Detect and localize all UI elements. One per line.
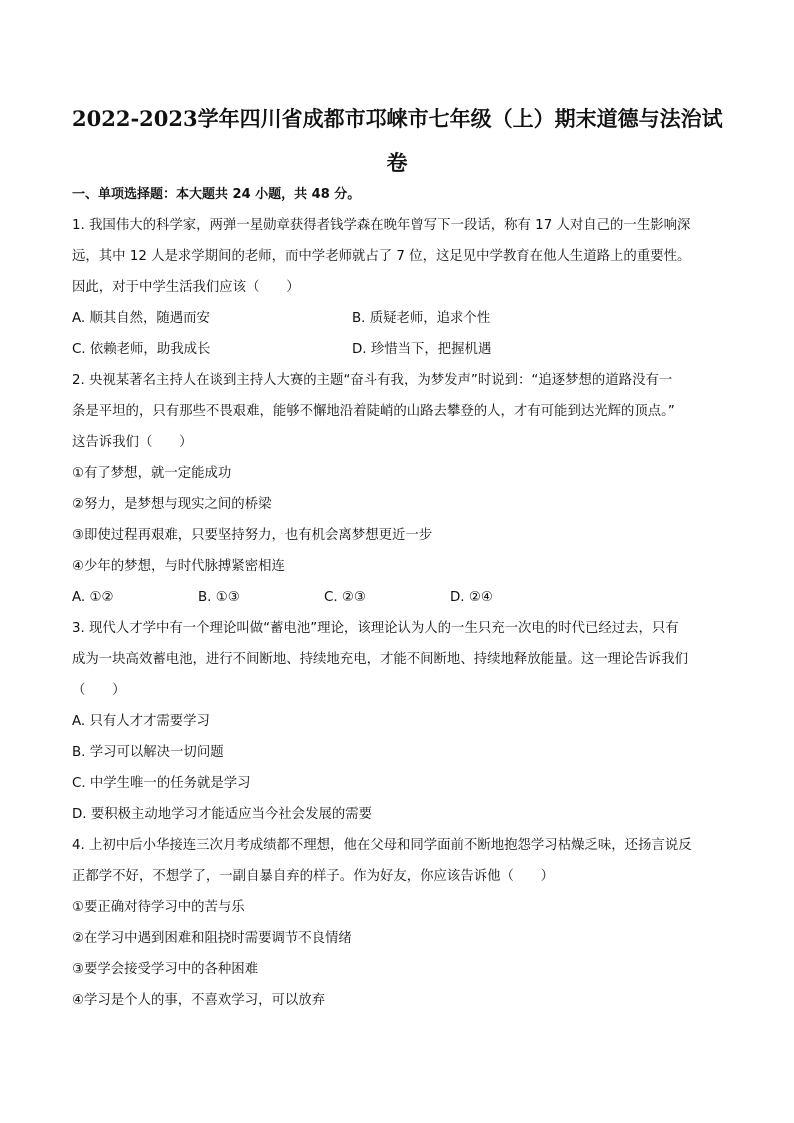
statement-1: ①要正确对待学习中的苦与乐 [72,900,245,915]
statement-2: ②努力，是梦想与现实之间的桥梁 [72,497,272,512]
statement-2: ②在学习中遇到困难和阻挠时需要调节不良情绪 [72,931,352,946]
option-a: A. 顺其自然，随遇而安 [72,311,210,326]
option-d: D. 要积极主动地学习才能适应当今社会发展的需要 [72,807,373,822]
question-4 [72,830,722,1016]
option-a: A. ①② [72,590,114,605]
option-d: D. 珍惜当下，把握机遇 [352,342,492,357]
exam-title-line-2: 卷 [386,150,408,175]
question-stem-line: 4. 上初中后小华接连三次月考成绩都不理想，他在父母和同学面前不断地抱怨学习枯燥乏味，还扬言说反 [72,838,692,853]
option-b: B. 质疑老师，追求个性 [352,311,491,326]
option-c: C. 依赖老师，助我成长 [72,342,211,357]
question-2 [72,365,722,613]
options-row [72,582,722,613]
question-list [72,210,722,1016]
option-c: C. ②③ [324,590,366,605]
option-b: B. 学习可以解决一切问题 [72,745,224,760]
statement-3: ③要学会接受学习中的各种困难 [72,962,259,977]
question-stem-line: （ ） [72,683,126,698]
question-stem-line: 3. 现代人才学中有一个理论叫做“蓄电池”理论，该理论认为人的一生只充一次电的时代已经过去，只有 [72,621,679,636]
statement-4: ④学习是个人的事，不喜欢学习，可以放弃 [72,993,326,1008]
option-a: A. 只有人才才需要学习 [72,714,210,729]
question-stem-line: 成为一块高效蓄电池，进行不间断地、持续地充电，才能不间断地、持续地释放能量。这一理论告诉我们 [72,652,688,667]
statement-3: ③即使过程再艰难，只要坚持努力，也有机会离梦想更近一步 [72,528,433,543]
options-row [72,334,722,365]
question-3 [72,613,722,830]
statement-1: ①有了梦想，就一定能成功 [72,466,232,481]
exam-title [72,97,722,185]
question-stem-line: 这告诉我们（ ） [72,435,193,450]
option-b: B. ①③ [198,590,240,605]
option-c: C. 中学生唯一的任务就是学习 [72,776,251,791]
statement-4: ④少年的梦想，与时代脉搏紧密相连 [72,559,285,574]
question-stem-line: 2. 央视某著名主持人在谈到主持人大赛的主题“奋斗有我，为梦发声”时说到：“追逐梦想的道路没有一 [72,373,673,388]
question-stem-line: 条是平坦的，只有那些不畏艰难，能够不懈地沿着陡峭的山路去攀登的人，才有可能到达光辉的顶点。” [72,404,675,419]
question-stem-line: 正都学不好，不想学了，一副自暴自弃的样子。作为好友，你应该告诉他（ ） [72,869,555,884]
question-stem-line: 远，其中 12 人是求学期间的老师，而中学老师就占了 7 位，这足见中学教育在他人生道路上的重要性。 [72,249,691,264]
question-stem-line: 因此，对于中学生活我们应该（ ） [72,280,300,295]
section-heading: 一、单项选择题：本大题共 24 小题，共 48 分。 [72,187,361,202]
option-d: D. ②④ [450,590,493,605]
options-row [72,303,722,334]
question-1 [72,210,722,365]
question-stem-line: 1. 我国伟大的科学家，两弹一星勋章获得者钱学森在晚年曾写下一段话，称有 17 人对自己的一生影响深 [72,218,691,233]
exam-title-line-1: 2022-2023学年四川省成都市邛崃市七年级（上）期末道德与法治试 [72,106,723,131]
